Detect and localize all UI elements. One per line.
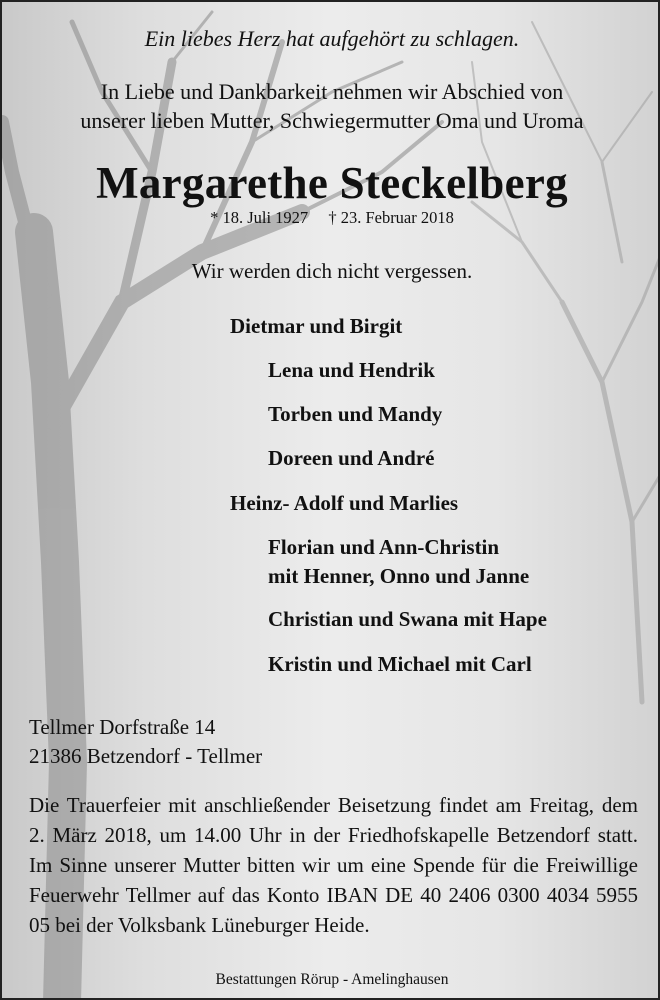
intro-line-2: unserer lieben Mutter, Schwiegermutter Oma und Uroma [80, 108, 584, 133]
deceased-name: Margarethe Steckelberg [96, 158, 568, 208]
funeral-home: Bestattungen Rörup - Amelinghausen [215, 971, 449, 988]
family-member: Kristin und Michael mit Carl [268, 652, 532, 676]
address-city: 21386 Betzendorf - Tellmer [29, 744, 263, 768]
family-member: Christian und Swana mit Hape [268, 607, 547, 631]
family-member: Doreen und André [268, 446, 435, 470]
family-member: Lena und Hendrik [268, 358, 435, 382]
family-member: Torben und Mandy [268, 402, 443, 426]
family-member: Heinz- Adolf und Marlies [230, 491, 459, 515]
headline: Ein liebes Herz hat aufgehört zu schlagen. [144, 26, 520, 51]
family-member: mit Henner, Onno und Janne [268, 564, 530, 588]
intro-line-1: In Liebe und Dankbarkeit nehmen wir Abschied von [100, 79, 564, 104]
remembrance-line: Wir werden dich nicht vergessen. [191, 259, 473, 283]
obituary-content [2, 2, 660, 1000]
birth-date: * 18. Juli 1927 [210, 208, 309, 227]
death-date: † 23. Februar 2018 [328, 208, 454, 227]
family-member: Dietmar und Birgit [230, 314, 403, 338]
life-dates [2, 208, 660, 228]
family-member: Florian und Ann-Christin [268, 535, 500, 559]
funeral-notice: Die Trauerfeier mit anschließender Beisetzung findet am Freitag, dem 2. März 2018, um 14.00 Uhr in der Friedhofskapelle Betzendorf statt. Im Sinne unserer Mutter bitten wir um eine Spende für die Freiwillige Feuerwehr Tellmer auf das Konto IBAN DE 40 2406 0300 4034 5955 05 bei der Volksbank Lüneburger Heide. [29, 793, 638, 937]
address-street: Tellmer Dorfstraße 14 [29, 715, 216, 739]
